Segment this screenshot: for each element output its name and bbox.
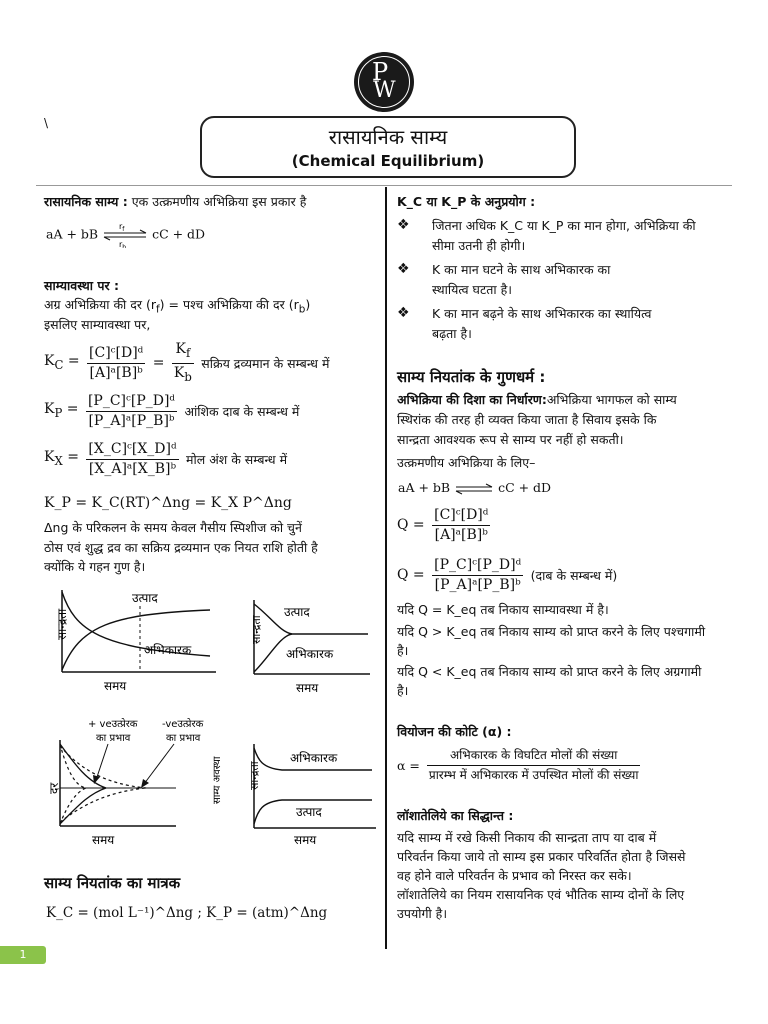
g4-xlabel: समय <box>294 833 317 847</box>
reaction-right: aA + bB cC + dD <box>398 480 552 495</box>
qp-numerator: [P_C]ᶜ[P_D]ᵈ <box>432 556 523 576</box>
bullet-icon: ❖ <box>397 305 410 321</box>
g4-reactant: अभिकारक <box>290 751 338 765</box>
reaction-left <box>46 222 205 248</box>
application-1b: सीमा उतनी ही होगी। <box>432 238 526 253</box>
alpha-numerator: अभिकारक के विघटित मोलों की संख्या <box>427 746 641 766</box>
kx-expression: $K_X$ = $\frac{\text{[X\_C]ᶜ[X\_D]ᵈ}}{\text{[X\_A]ᵃ[X\_B]ᵇ}}$ मोल अंश के सम्बन्ध में <box>44 441 288 477</box>
q-denominator: [A]ᵃ[B]ᵇ <box>434 527 488 543</box>
condition-3a: यदि Q < K_eq तब निकाय साम्य को प्राप्त करने के लिए अग्रगामी <box>397 664 702 679</box>
reversible-line: उत्क्रमणीय अभिक्रिया के लिए– <box>397 455 536 470</box>
application-2a: K का मान घटने के साथ अभिकारक का <box>432 262 611 277</box>
direction-label: अभिक्रिया की दिशा का निर्धारण: <box>397 392 547 407</box>
eq-line1: अग्र अभिक्रिया की दर $(r_f)$ = पश्च अभिक्रिया की दर $(r_b)$ <box>44 297 311 316</box>
g3-neg-cat2: का प्रभाव <box>166 733 201 744</box>
kx-denominator: [X_A]ᵃ[X_B]ᵇ <box>88 461 177 477</box>
direction-line3: सान्द्रता आवश्यक रूप से साम्य पर नहीं हो सकती। <box>397 432 624 447</box>
condition-2b: है। <box>397 643 409 658</box>
g1-ylabel: सान्द्रता <box>55 608 69 640</box>
g2-reactant: अभिकारक <box>286 647 334 661</box>
properties-heading: साम्य नियतांक के गुणधर्म : <box>397 368 546 386</box>
kp-note: आंशिक दाब के सम्बन्ध में <box>184 404 300 419</box>
reaction-rhs: cC + dD <box>152 226 206 242</box>
condition-2a: यदि Q > K_eq तब निकाय साम्य को प्राप्त करने के लिए पश्चगामी <box>397 624 706 639</box>
stray-mark: \ <box>44 116 49 130</box>
qp-denominator: [P_A]ᵃ[P_B]ᵇ <box>434 577 521 593</box>
graph-catalyst-effect <box>36 714 232 848</box>
g3-ylabel: दर <box>47 782 61 794</box>
condition-3b: है। <box>397 683 409 698</box>
lechatelier-line5: उपयोगी है। <box>397 906 448 921</box>
alpha-heading: वियोजन की कोटि (α) : <box>397 724 512 739</box>
intro-text: एक उत्क्रमणीय अभिक्रिया इस प्रकार है <box>131 194 307 209</box>
title-box <box>200 116 576 178</box>
qp-expression: Q = $\frac{\text{[P\_C]ᶜ[P\_D]ᵈ}}{\text{[P\_A]ᵃ[P\_B]ᵇ}}$ (दाब के सम्बन्ध में) <box>397 557 618 593</box>
kx-note: मोल अंश के सम्बन्ध में <box>186 452 288 467</box>
kp-denominator: [P_A]ᵃ[P_B]ᵇ <box>88 413 175 429</box>
kc-numerator: [C]ᶜ[D]ᵈ <box>87 344 145 364</box>
rate-f-label: $r_f$ <box>119 222 125 233</box>
units-formula: K_C = (mol L⁻¹)^Δng ; K_P = (atm)^Δng <box>46 905 328 921</box>
kp-kc-relation: K_P = K_C(RT)^Δng = K_X P^Δng <box>44 495 292 511</box>
alpha-expression: α = $\frac{\text{अभिकारक के विघटित मोलों की संख्या}}{\text{प्रारम्भ में अभिकारक में उपस्थित मोलों की संख्या}}$ <box>397 746 643 785</box>
application-3b: बढ़ता है। <box>432 326 472 341</box>
eq-heading: साम्यावस्था पर : <box>44 278 119 293</box>
note-line2: ठोस एवं शुद्ध द्रव का सक्रिय द्रव्यमान एक नियत राशि होती है <box>44 540 318 555</box>
application-1a: जितना अधिक K_C या K_P का मान होगा, अभिक्रिया की <box>432 218 696 233</box>
note-line3: क्योंकि ये गहन गुण है। <box>44 559 146 574</box>
intro-label: रासायनिक साम्य : <box>44 194 128 209</box>
bullet-icon: ❖ <box>397 217 410 233</box>
g1-xlabel: समय <box>104 679 127 693</box>
g2-xlabel: समय <box>296 681 319 695</box>
lechatelier-line2: परिवर्तन किया जाये तो साम्य इस प्रकार परिवर्तित होता है जिससे <box>397 849 686 864</box>
kx-numerator: [X_C]ᶜ[X_D]ᵈ <box>86 440 178 460</box>
kp-numerator: [P_C]ᶜ[P_D]ᵈ <box>86 392 177 412</box>
page-number: 1 <box>0 946 46 964</box>
logo-letter-p: P <box>372 58 389 86</box>
g2-product: उत्पाद <box>284 605 310 619</box>
g3-pos-cat2: का प्रभाव <box>96 733 131 744</box>
g2-ylabel: सान्द्रता <box>250 615 263 644</box>
equilibrium-arrow <box>454 481 494 497</box>
units-heading: साम्य नियतांक का मात्रक <box>44 874 181 892</box>
rate-b-label: $r_b$ <box>119 240 127 248</box>
logo-letter-w: W <box>373 78 396 103</box>
equilibrium-arrow <box>102 222 148 248</box>
lechatelier-heading: लॉशातेलिये का सिद्धान्त : <box>397 808 514 823</box>
g1-product: उत्पाद <box>132 591 158 605</box>
direction-line2: स्थिरांक की तरह ही व्यक्त किया जाता है सिवाय इसके कि <box>397 412 657 427</box>
pw-logo <box>354 52 414 112</box>
g3-ylabel2: साम्य अवस्था <box>212 756 223 804</box>
lechatelier-line1: यदि साम्य में रखे किसी निकाय की सान्द्रता ताप या दाब में <box>397 830 657 845</box>
intro-line <box>44 192 306 211</box>
applications-heading: K_C या K_P के अनुप्रयोग : <box>397 194 536 209</box>
header-divider <box>36 185 732 186</box>
bullet-icon: ❖ <box>397 261 410 277</box>
q-numerator: [C]ᶜ[D]ᵈ <box>432 506 490 526</box>
lechatelier-line3: वह होने वाले परिवर्तन के प्रभाव को निरस्त कर सके। <box>397 868 632 883</box>
q-expression: Q = $\frac{\text{[C]ᶜ[D]ᵈ}}{\text{[A]ᵃ[B]ᵇ}}$ <box>397 507 489 543</box>
title-english: (Chemical Equilibrium) <box>291 152 485 170</box>
condition-1: यदि Q = K_eq तब निकाय साम्यावस्था में है। <box>397 602 609 617</box>
title-hindi: रासायनिक साम्य <box>328 125 448 149</box>
g3-xlabel: समय <box>92 833 115 847</box>
g3-pos-cat1: + veउत्प्रेरक <box>88 719 138 730</box>
lechatelier-line4: लॉशातेलिये का नियम रासायनिक एवं भौतिक साम्य दोनों के लिए <box>397 887 685 902</box>
kc-expression: $K_C$ = $\frac{\text{[C]ᶜ[D]ᵈ}}{\text{[A]ᵃ[B]ᵇ}}$ = $\frac{K_f}{K_b}$ सक्रिय द्रव्यमान के सम्बन्ध में <box>44 341 330 384</box>
g1-reactant: अभिकारक <box>144 643 192 657</box>
g3-neg-cat1: -veउत्प्रेरक <box>162 719 204 730</box>
note-line1: Δng के परिकलन के समय केवल गैसीय स्पिशीज को चुनें <box>44 520 302 535</box>
kp-expression: $K_P$ = $\frac{\text{[P\_C]ᶜ[P\_D]ᵈ}}{\text{[P\_A]ᵃ[P\_B]ᵇ}}$ आंशिक दाब के सम्बन्ध में <box>44 393 300 429</box>
eq-line2: इसलिए साम्यावस्था पर, <box>44 317 151 332</box>
g4-ylabel: सान्द्रता <box>248 761 261 790</box>
application-2b: स्थायित्व घटता है। <box>432 282 512 297</box>
graph-concentration-time-2 <box>230 596 375 696</box>
alpha-denominator: प्रारम्भ में अभिकारक में उपस्थित मोलों की संख्या <box>428 768 639 782</box>
graph-concentration-time-3 <box>232 740 380 848</box>
qp-note: (दाब के सम्बन्ध में) <box>530 568 618 583</box>
kc-note: सक्रिय द्रव्यमान के सम्बन्ध में <box>201 355 330 371</box>
application-3a: K का मान बढ़ने के साथ अभिकारक का स्थायित्व <box>432 306 652 321</box>
g4-product: उत्पाद <box>296 805 322 819</box>
kc-denominator: [A]ᵃ[B]ᵇ <box>89 364 143 381</box>
column-divider <box>385 187 387 949</box>
direction-line1: अभिक्रिया की दिशा का निर्धारण:अभिक्रिया भागफल को साम्य <box>397 392 677 407</box>
graph-concentration-time-1 <box>40 586 220 696</box>
reaction-lhs: aA + bB <box>46 226 99 242</box>
